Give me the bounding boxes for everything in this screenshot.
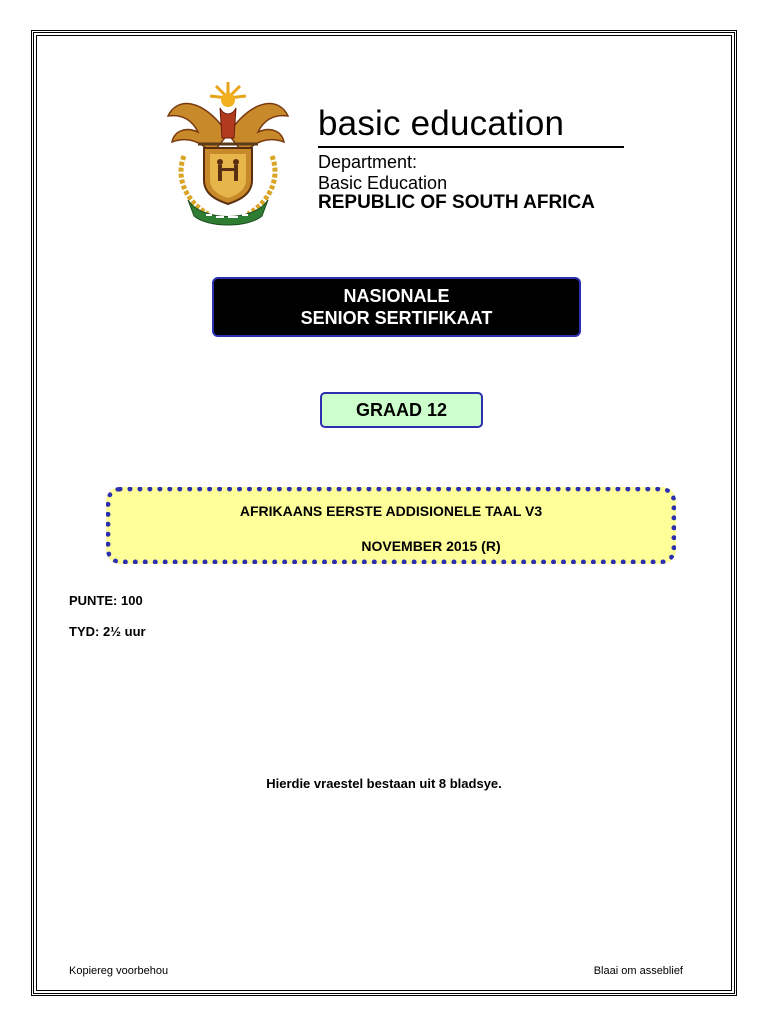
- brand-divider: [318, 146, 624, 148]
- department-name: Basic Education: [318, 173, 448, 193]
- brand-title: basic education: [318, 104, 565, 143]
- subject-box: [106, 487, 676, 564]
- time-label: TYD: 2½ uur: [69, 624, 146, 639]
- copyright-footer: Kopiereg voorbehou: [69, 965, 169, 977]
- country-name: REPUBLIC OF SOUTH AFRICA: [318, 192, 595, 213]
- department-label: Department:: [318, 152, 418, 172]
- page-count-note: Hierdie vraestel bestaan uit 8 bladsye.: [266, 776, 502, 791]
- south-africa-coat-of-arms-icon: [162, 76, 294, 228]
- subject-title: AFRIKAANS EERSTE ADDISIONELE TAAL V3: [239, 503, 543, 519]
- marks-label: PUNTE: 100: [69, 593, 143, 608]
- exam-session: NOVEMBER 2015 (R): [361, 538, 501, 554]
- certificate-line-1: NASIONALE: [343, 286, 450, 306]
- grade-badge: GRAAD 12: [320, 392, 483, 428]
- turn-page-footer: Blaai om asseblief: [593, 965, 683, 977]
- certificate-banner: [212, 277, 581, 337]
- certificate-line-2: SENIOR SERTIFIKAAT: [300, 308, 493, 328]
